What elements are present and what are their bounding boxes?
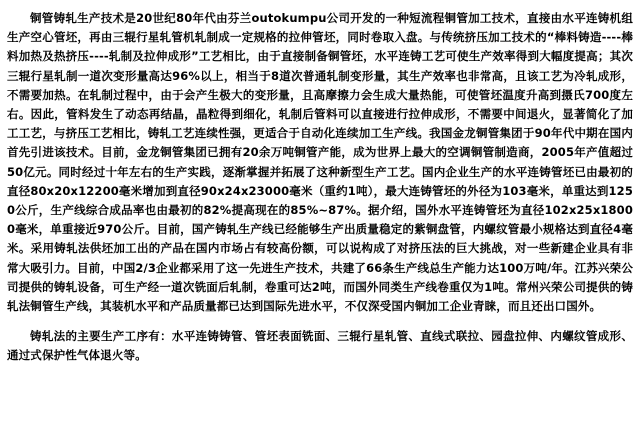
article-body [7, 9, 633, 366]
paragraph-casting-rolling-technology: 铜管铸轧生产技术是20世纪80年代由芬兰outokumpu公司开发的一种短流程铜管加工技术，直接由水平连铸机组生产空心管坯，再由三辊行星轧管机轧制成一定规格的拉伸管坯，同时卷取入盘。与传统挤压加工技术的“棒料铸造----棒料加热及热挤压----轧制及拉伸成形”工艺相比，由于直接制备铜管坯，水平连铸工艺可使生产效率得到大幅度提高；其次三辊行星轧制一道次变形量高达96%以上，相当于8道次普通轧制变形量，其生产效率也非常高，且该工艺为冷轧成形，不需要加热。在轧制过程中，由于会产生极大的变形量，且高摩擦力会生成大量热能，可使管坯温度升高到摄氏700度左右。因此，管料发生了动态再结晶，晶粒得到细化，轧制后管料可以直接进行拉伸成形，不需要中间退火，显著简化了加工工艺，与挤压工艺相比，铸轧工艺连续性强，更适合于自动化连续加工生产线。我国金龙铜管集团于90年代中期在国内首先引进该技术。目前，金龙铜管集团已拥有20余万吨铜管产能，成为世界上最大的空调铜管制造商，2005年产值超过50亿元。同时经过十年左右的生产实践，逐渐掌握并拓展了这种新型生产工艺。国内企业生产的水平连铸管坯已由最初的直径80x20x12200毫米增加到直径90x24x23000毫米（重约1吨），最大连铸管坯的外径为103毫米，单重达到1250公斤，生产线综合成品率也由最初的82%提高现在的85%~87%。据介绍，国外水平连铸管坯为直径102x25x18000毫米，单重接近970公斤。目前，国产铸轧生产线已经能够生产出质量稳定的紫铜盘管，内螺纹管最小规格达到直径4毫米。采用铸轧法供坯加工出的产品在国内市场占有较高份额，可以说构成了对挤压法的巨大挑战，对一些新建企业具有非常大吸引力。目前，中国2/3企业都采用了这一先进生产技术，共建了66条生产线总生产能力达100万吨/年。江苏兴荣公司提供的铸轧设备，可生产经一道次铣面后轧制，卷重可达2吨，而国外同类生产线卷重仅为1吨。常州兴荣公司提供的铸轧法铜管生产线，其装机水平和产品质量都已达到国际先进水平，不仅深受国内铜加工企业青睐，而且还出口国外。 [7, 11, 633, 314]
paragraph-production-processes: 铸轧法的主要生产工序有：水平连铸铸管、管坯表面铣面、三辊行星轧管、直线式联拉、园盘拉伸、内螺纹管成形、通过式保护性气体退火等。 [7, 329, 633, 363]
